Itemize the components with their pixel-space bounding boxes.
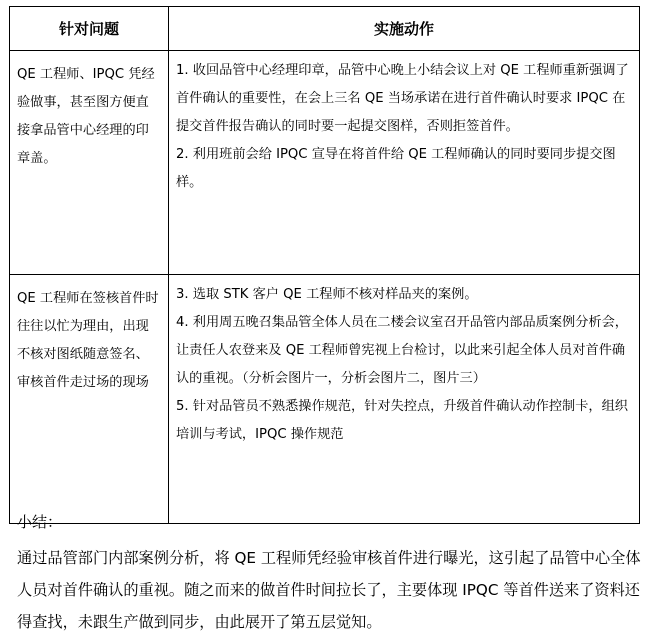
countermeasure-table [9, 6, 640, 524]
problem-cell: QE 工程师、IPQC 凭经验做事，甚至图方便直接拿品管中心经理的印章盖。 [10, 51, 169, 275]
action-cell [169, 275, 640, 524]
action-item: 2. 利用班前会给 IPQC 宣导在将首件给 QE 工程师确认的同时要同步提交图样。 [176, 147, 616, 190]
header-problem: 针对问题 [10, 7, 169, 51]
action-item: 5. 针对品管员不熟悉操作规范，针对失控点，升级首件确认动作控制卡，组织培训与考试，IPQC 操作规范 [176, 399, 628, 442]
action-cell [169, 51, 640, 275]
table-row [10, 51, 640, 275]
problem-cell: QE 工程师在签核首件时往往以忙为理由，出现不核对图纸随意签名、审核首件走过场的现场 [10, 275, 169, 524]
summary-title: 小结： [17, 513, 63, 531]
summary-section [17, 506, 647, 638]
summary-body: 通过品管部门内部案例分析，将 QE 工程师凭经验审核首件进行曝光，这引起了品管中心全体人员对首件确认的重视。随之而来的做首件时间拉长了，主要体现 IPQC 等首件送来了资料还得查找，未跟生产做到同步，由此展开了第五层觉知。 [17, 549, 641, 631]
action-item: 4. 利用周五晚召集品管全体人员在二楼会议室召开品管内部品质案例分析会，让责任人农登来及 QE 工程师曾宪视上台检讨，以此来引起全体人员对首件确认的重视。（分析会图片一，分析会图片二，图片三） [176, 315, 628, 386]
action-item: 3. 选取 STK 客户 QE 工程师不核对样品夹的案例。 [176, 287, 478, 302]
table-header-row [10, 7, 640, 51]
header-action: 实施动作 [169, 7, 640, 51]
table-row [10, 275, 640, 524]
action-item: 1. 收回品管中心经理印章，品管中心晚上小结会议上对 QE 工程师重新强调了首件确认的重要性，在会上三名 QE 当场承诺在进行首件确认时要求 IPQC 在提交首件报告确认的同时要一起提交图样，否则拒签首件。 [176, 63, 629, 134]
